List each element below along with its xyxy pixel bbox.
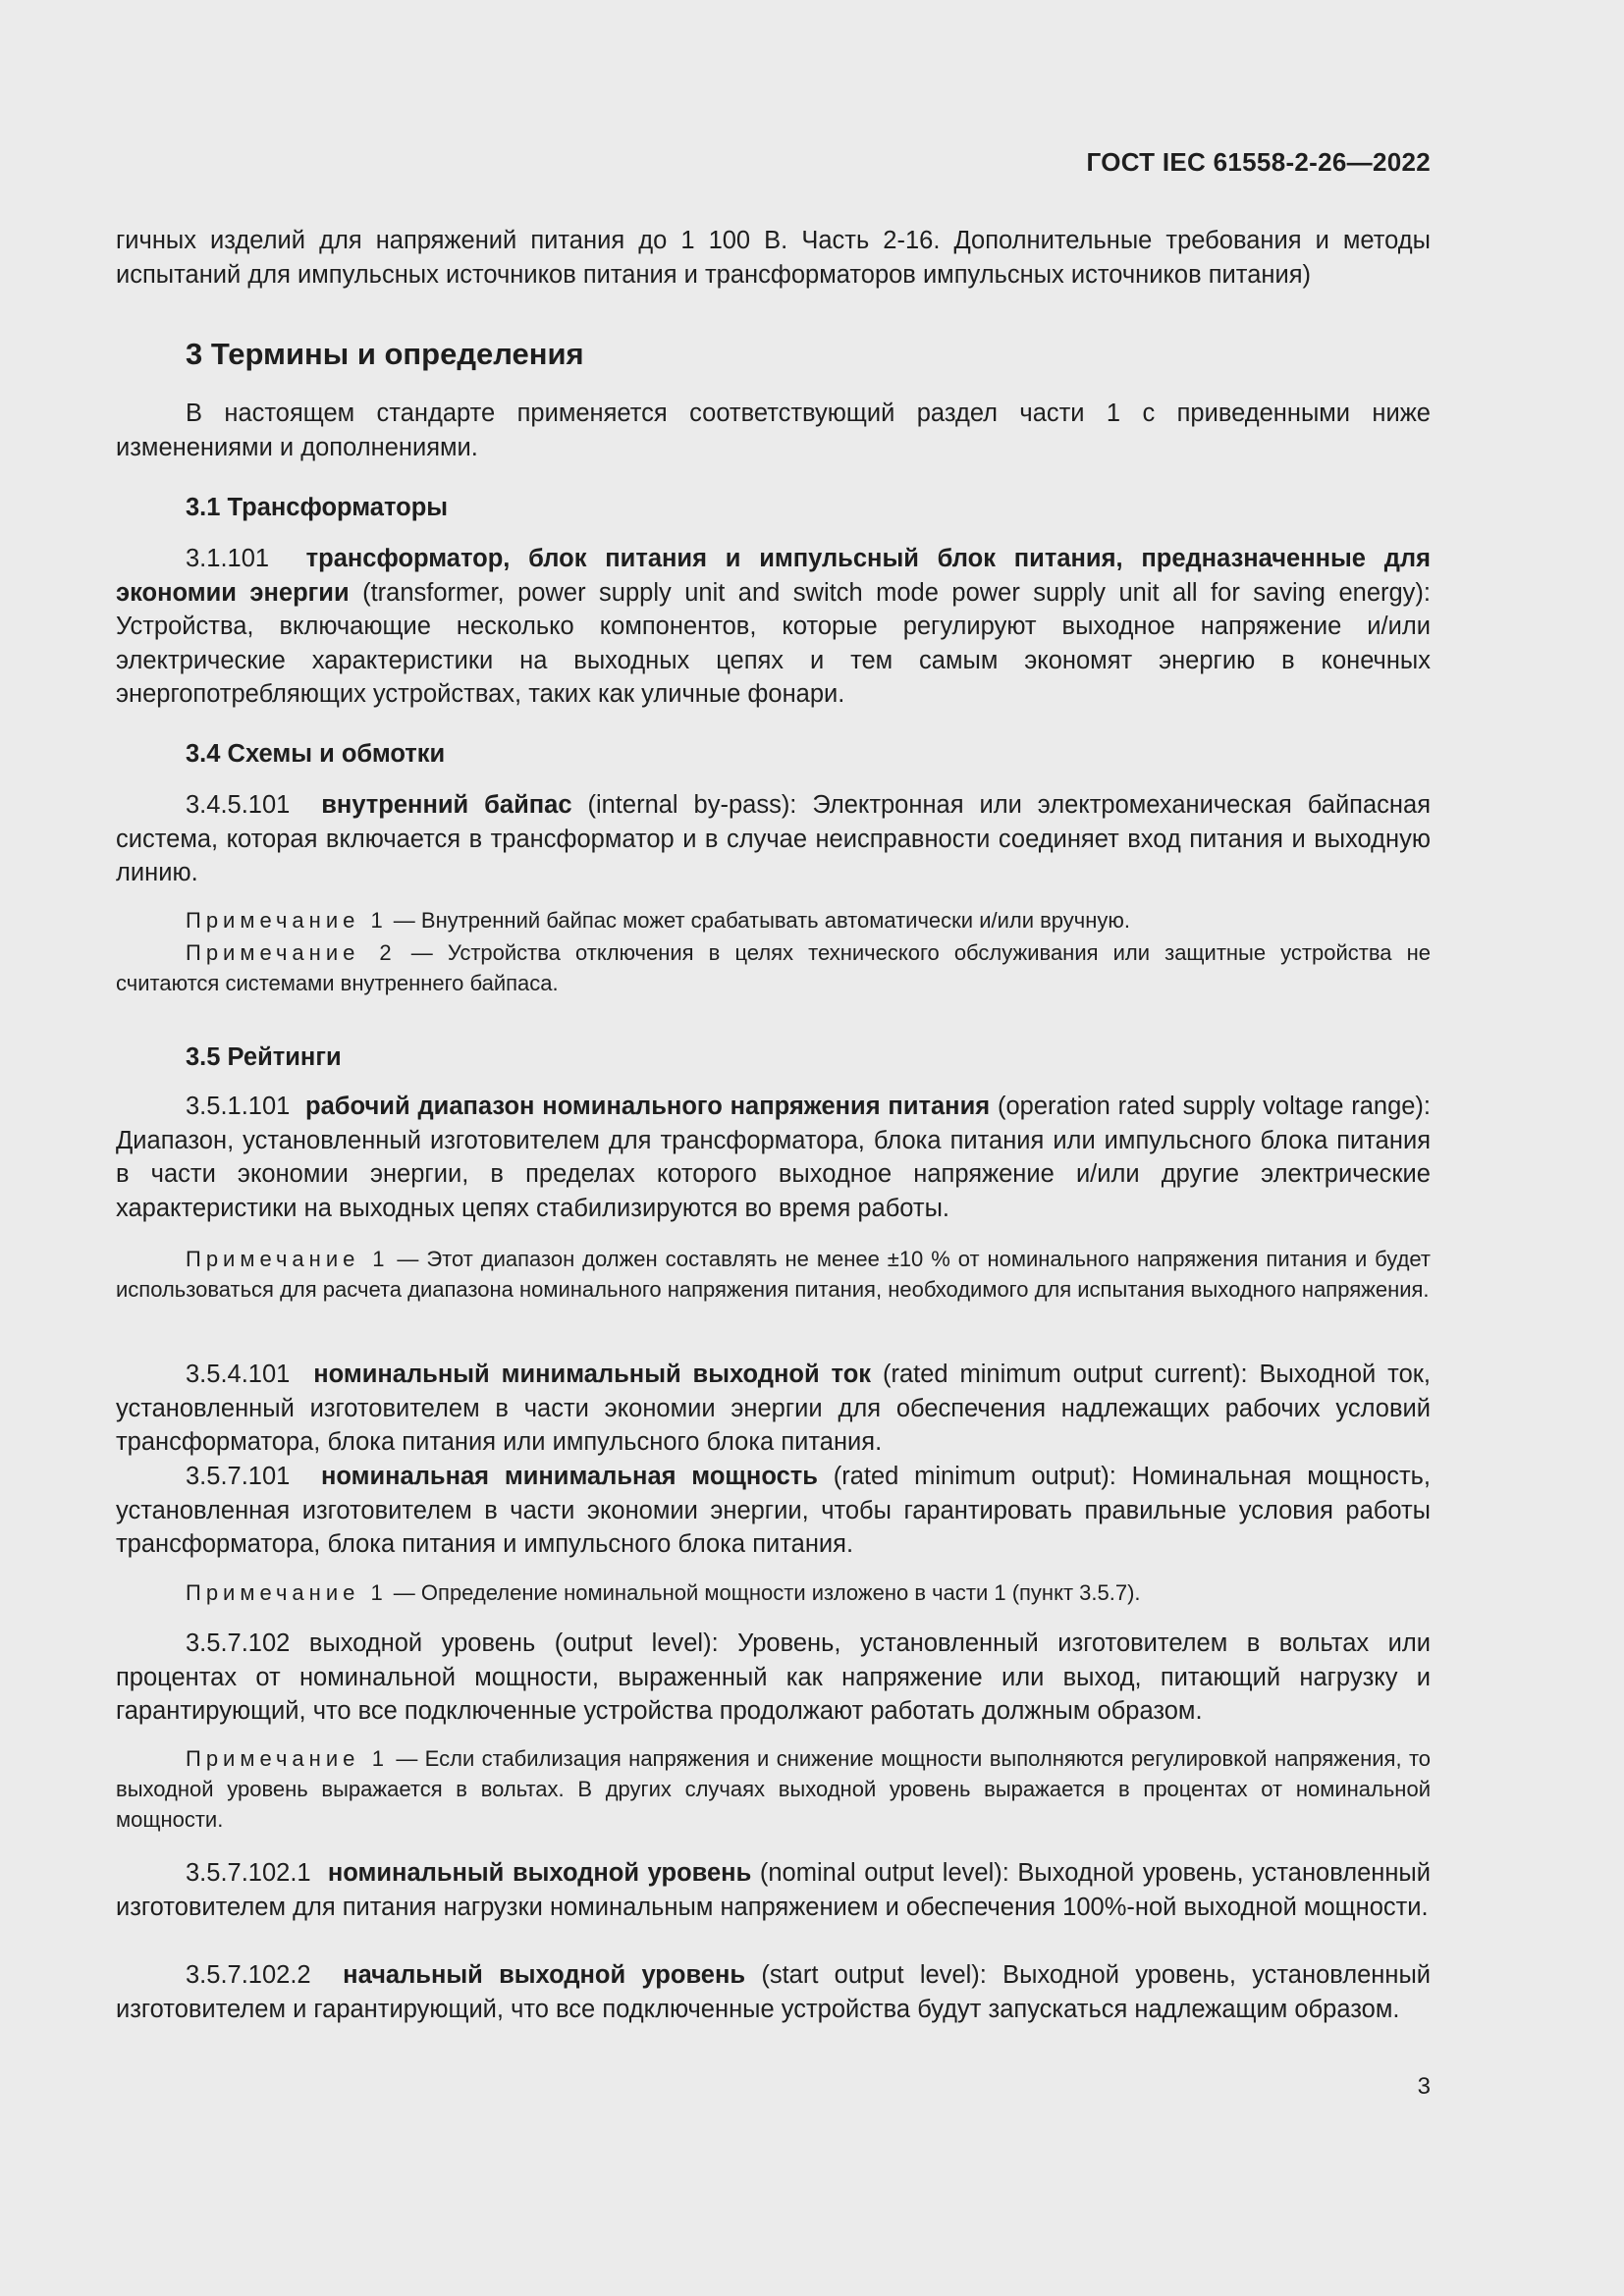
continuation-paragraph: гичных изделий для напряжений питания до 1 100 В. Часть 2-16. Дополнительные требования и методы испытаний для импульсных источников питания и трансформаторов импульсных источников питания) [116,227,1431,289]
term-number: 3.5.4.101 [186,1361,291,1388]
note-label: Примечание 1 [186,1247,390,1271]
definition-3-4-5-101 [116,788,1431,890]
term-name: рабочий диапазон номинального напряжения питания [305,1093,991,1120]
note-text: — Этот диапазон должен составлять не менее ±10 % от номинального напряжения питания и будет использоваться для расчета диапазона номинального напряжения питания, необходимого для испытания выходного напряжения. [116,1247,1431,1302]
term-definition: (operation rated supply voltage range): Диапазон, установленный изготовителем для трансформатора, блока питания или импульсного блока питания в части экономии энергии, в пределах которого выходное напряжение и/или другие электрические характеристики на выходных цепях стабилизируются во время работы. [116,1093,1432,1222]
term-definition: (nominal output level): Выходной уровень, установленный изготовителем для питания нагрузки номинальным напряжением и обеспечения 100%-ной выходной мощности. [116,1859,1431,1921]
document-id-header: ГОСТ IEC 61558-2-26—2022 [1086,147,1431,177]
definition-3-5-7-102-2 [116,1958,1431,2026]
term-number: 3.5.1.101 [186,1093,291,1120]
term-definition: (rated minimum output): Номинальная мощность, установленная изготовителем в части экономии энергии, чтобы гарантировать правильные условия работы трансформатора, блока питания и импульсного блока питания. [116,1463,1432,1558]
note-text: — Внутренний байпас может срабатывать автоматически и/или вручную. [387,908,1131,933]
term-name: трансформатор, блок питания и импульсный блок питания, предназначенные для экономии энергии [116,545,1431,607]
term-number: 3.5.7.102.1 [186,1859,311,1887]
note-text: — Определение номинальной мощности изложено в части 1 (пункт 3.5.7). [387,1580,1141,1605]
term-definition: (internal by-pass): Электронная или электромеханическая байпасная система, которая включается в трансформатор и в случае неисправности соединяет вход питания и выходную линию. [116,791,1431,886]
note-label: Примечание 1 [186,908,388,933]
term-number: 3.5.7.101 [186,1463,291,1490]
definition-3-5-1-101 [116,1090,1431,1225]
note-3-5-1-101 [116,1244,1431,1305]
term-name: номинальный выходной уровень [327,1859,752,1887]
note-3-4-2 [116,937,1431,998]
subsection-3-4-title: 3.4 Схемы и обмотки [186,740,446,768]
term-number: 3.5.7.102.2 [186,1961,311,1989]
section-3-title: 3 Термины и определения [186,337,584,371]
term-number: 3.1.101 [186,545,270,572]
page-number: 3 [1417,2073,1431,2100]
note-label: Примечание 2 [186,940,397,965]
definition-3-5-4-101 [116,1358,1431,1460]
term-name: внутренний байпас [321,791,572,819]
note-text: — Если стабилизация напряжения и снижение мощности выполняются регулировкой напряжения, то выходной уровень выражается в вольтах. В других случаях выходной уровень выражается в процентах от номинальной мощности. [116,1746,1432,1832]
subsection-3-1-title: 3.1 Трансформаторы [186,494,449,521]
term-definition: (rated minimum output current): Выходной ток, установленный изготовителем в части экономии энергии для обеспечения надлежащих рабочих условий трансформатора, блока питания или импульсного блока питания. [116,1361,1431,1456]
term-number: 3.4.5.101 [186,791,291,819]
term-name: номинальная минимальная мощность [320,1463,818,1490]
definition-3-5-7-101 [116,1460,1431,1562]
definition-3-5-7-102: 3.5.7.102 выходной уровень (output level): Уровень, установленный изготовителем в вольтах или процентах от номинальной мощности, выраженный как напряжение или выход, питающий нагрузку и гарантирующий, что все подключенные устройства продолжают работать должным образом. [116,1629,1431,1725]
section-3-intro: В настоящем стандарте применяется соответствующий раздел части 1 с приведенными ниже изменениями и дополнениями. [116,400,1431,461]
note-3-5-7-102 [116,1743,1431,1835]
term-definition: (start output level): Выходной уровень, установленный изготовителем и гарантирующий, что все подключенные устройства будут запускаться надлежащим образом. [116,1961,1432,2023]
definition-3-1-101 [116,542,1431,712]
definition-3-5-7-102-1 [116,1856,1431,1924]
subsection-3-5-title: 3.5 Рейтинги [186,1043,342,1071]
term-definition: (transformer, power supply unit and switch mode power supply unit all for saving energy): Устройства, включающие несколько компонентов, которые регулируют выходное напряжение и/или электрические характеристики на выходных цепях и тем самым экономят энергию в конечных энергопотребляющих устройствах, таких как уличные фонари. [116,578,1432,708]
note-label: Примечание 1 [186,1580,388,1605]
term-name: начальный выходной уровень [343,1961,746,1989]
note-label: Примечание 1 [186,1746,389,1771]
term-name: номинальный минимальный выходной ток [313,1361,872,1388]
note-3-4-1 [116,905,1431,935]
note-text: — Устройства отключения в целях технического обслуживания или защитные устройства не считаются системами внутреннего байпаса. [116,940,1431,995]
note-3-5-7-101 [116,1577,1431,1608]
